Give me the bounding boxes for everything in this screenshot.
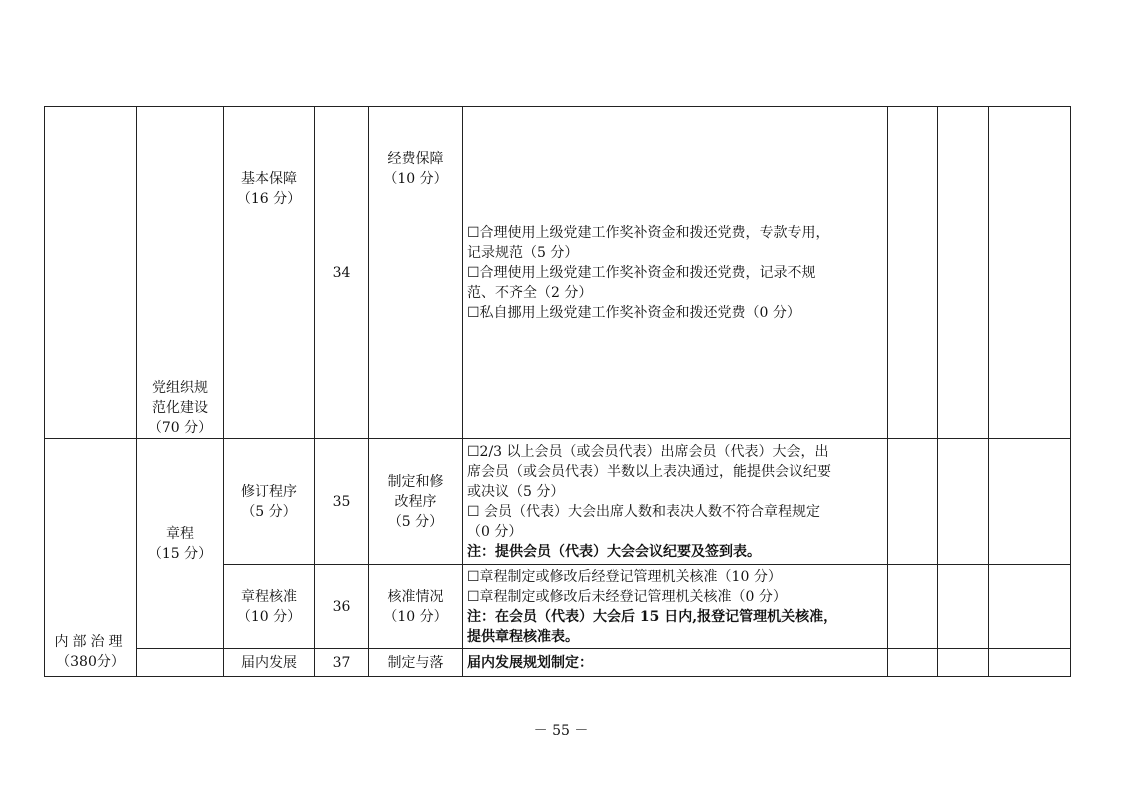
cell-text: （380分）	[56, 654, 125, 670]
item-number: 34	[332, 264, 351, 281]
table-row	[45, 439, 1071, 565]
table-row	[45, 107, 1071, 439]
page-number: － 55 －	[533, 723, 589, 739]
cell-text: 范化建设	[152, 400, 208, 416]
cell-text: （70 分）	[147, 420, 213, 436]
criteria-line: 或决议（5 分）	[467, 483, 565, 500]
category-level1-cell	[45, 439, 137, 677]
cell-text: 章程	[166, 525, 194, 542]
category-level3-cell	[224, 565, 315, 649]
criteria-line: ☐合理使用上级党建工作奖补资金和拨还党费，记录不规	[467, 264, 816, 281]
cell-text: （5 分）	[241, 503, 297, 520]
item-number-cell	[315, 565, 369, 649]
category-level3-cell	[224, 107, 315, 439]
cell-text: （5 分）	[387, 513, 444, 530]
criteria-line: ☐2/3 以上会员（或会员代表）出席会员（代表）大会，出	[467, 443, 829, 460]
cell-text: （10 分）	[383, 608, 448, 625]
blank-score-cell	[888, 107, 938, 439]
criteria-line: ☐合理使用上级党建工作奖补资金和拨还党费，专款专用，	[467, 224, 830, 241]
cell-text: （16 分）	[236, 191, 302, 207]
cell-text: 章程核准	[241, 588, 297, 605]
item-name-cell	[369, 107, 463, 439]
item-number-cell	[315, 649, 369, 677]
blank-score-cell	[938, 649, 989, 677]
category-level1-cell	[45, 107, 137, 439]
item-name-cell	[369, 649, 463, 677]
cell-text: 基本保障	[241, 171, 297, 187]
item-number: 36	[332, 598, 351, 615]
criteria-line: 记录规范（5 分）	[467, 244, 579, 261]
item-number-cell	[315, 107, 369, 439]
item-number: 37	[332, 654, 351, 671]
item-name-cell	[369, 565, 463, 649]
cell-text: （10 分）	[236, 608, 302, 625]
item-name-cell	[369, 439, 463, 565]
blank-remark-cell	[989, 439, 1071, 565]
blank-score-cell	[938, 439, 989, 565]
criteria-note: 注：提供会员（代表）大会会议纪要及签到表。	[467, 543, 761, 560]
blank-remark-cell	[989, 565, 1071, 649]
cell-text: 经费保障	[387, 151, 444, 167]
cell-text: 修订程序	[241, 483, 297, 500]
criteria-cell	[463, 565, 888, 649]
category-level2-cell	[137, 107, 224, 439]
criteria-heading: 届内发展规划制定：	[467, 654, 593, 671]
criteria-line: 席会员（或会员代表）半数以上表决通过，能提供会议纪要	[467, 463, 831, 480]
category-level3-cell	[224, 439, 315, 565]
criteria-line: ☐ 会员（代表）大会出席人数和表决人数不符合章程规定	[467, 503, 820, 520]
evaluation-table	[44, 106, 1071, 677]
blank-score-cell	[888, 565, 938, 649]
category-level2-cell	[137, 649, 224, 677]
cell-text: 改程序	[394, 493, 437, 510]
criteria-line: ☐章程制定或修改后未经登记管理机关核准（0 分）	[467, 588, 787, 605]
cell-text: 内部治理	[54, 634, 127, 650]
blank-score-cell	[888, 649, 938, 677]
cell-text: 制定和修	[387, 473, 444, 490]
blank-remark-cell	[989, 649, 1071, 677]
blank-score-cell	[938, 565, 989, 649]
item-number: 35	[332, 493, 351, 510]
blank-score-cell	[938, 107, 989, 439]
criteria-note: 提供章程核准表。	[467, 628, 579, 645]
cell-text: （15 分）	[147, 545, 213, 562]
category-level2-cell	[137, 439, 224, 649]
criteria-cell	[463, 107, 888, 439]
cell-text: 制定与落	[387, 654, 444, 671]
cell-text: 党组织规	[152, 380, 208, 396]
cell-text: 届内发展	[241, 654, 297, 671]
criteria-cell	[463, 439, 888, 565]
category-level3-cell	[224, 649, 315, 677]
criteria-line: 范、不齐全（2 分）	[467, 284, 593, 301]
item-number-cell	[315, 439, 369, 565]
criteria-note: 注：在会员（代表）大会后 15 日内,报登记管理机关核准，	[467, 608, 838, 625]
blank-score-cell	[888, 439, 938, 565]
blank-remark-cell	[989, 107, 1071, 439]
cell-text: （10 分）	[383, 171, 448, 187]
criteria-line: ☐章程制定或修改后经登记管理机关核准（10 分）	[467, 568, 782, 585]
criteria-line: （0 分）	[467, 523, 523, 540]
criteria-cell	[463, 649, 888, 677]
table-row	[45, 649, 1071, 677]
cell-text: 核准情况	[387, 588, 444, 605]
criteria-line: ☐私自挪用上级党建工作奖补资金和拨还党费（0 分）	[467, 304, 801, 321]
